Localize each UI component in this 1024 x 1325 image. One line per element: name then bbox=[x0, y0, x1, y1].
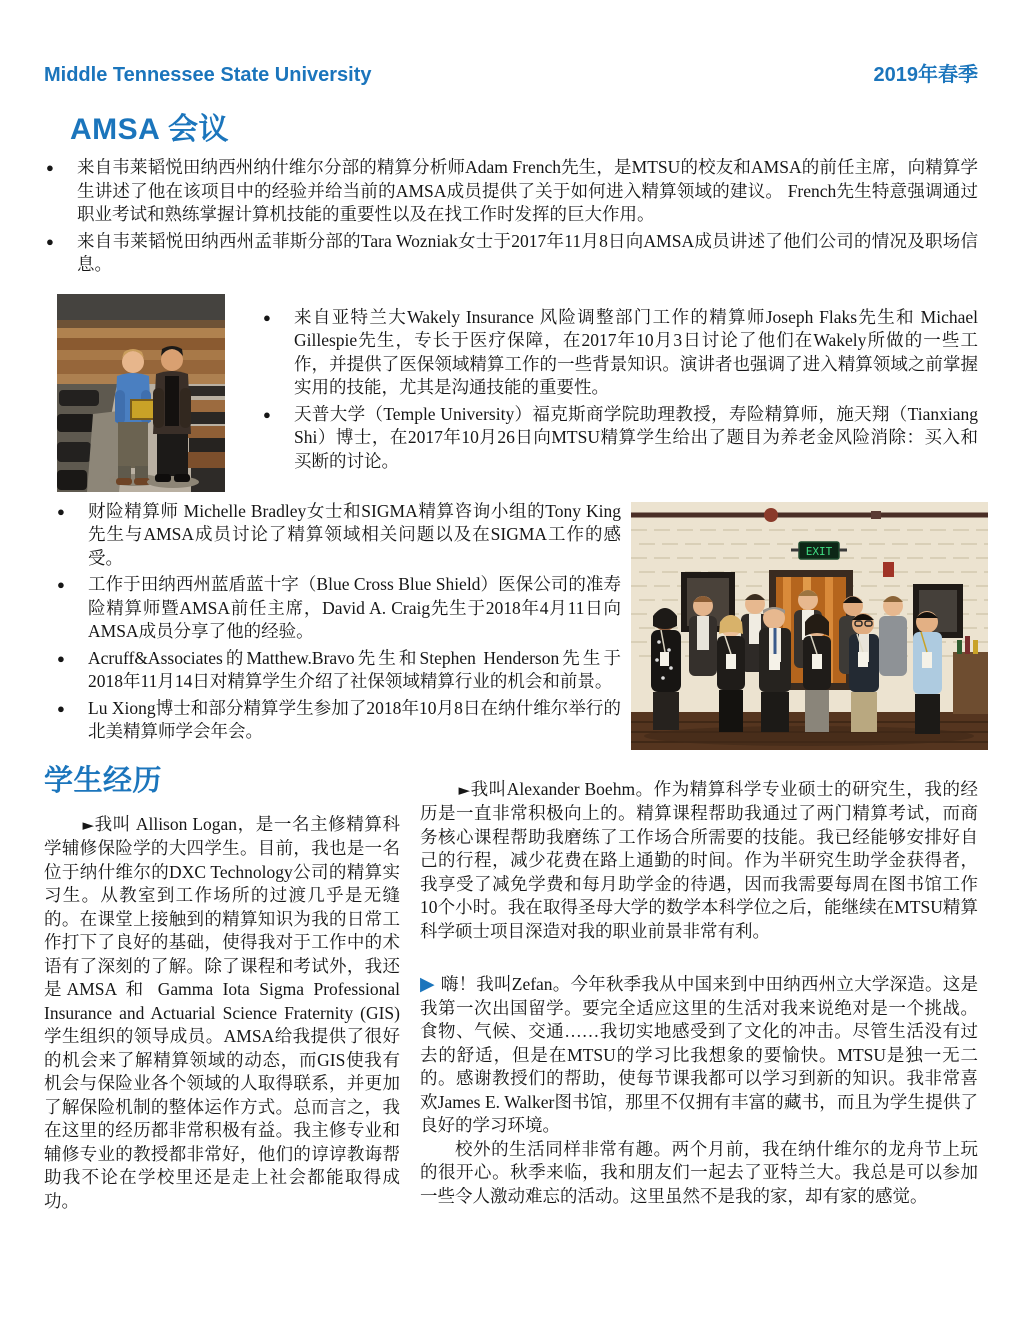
bullet-text: 天普大学（Temple University）福克斯商学院助理教授，寿险精算师，施天翔（Tianxiang Shi）博士，在2017年10月26日向MTSU精算学生给出了题目为养老金风险消除：买入和买断的讨论。 bbox=[294, 403, 978, 471]
conference-photo-illustration bbox=[631, 502, 988, 750]
amsa-meetings-title: AMSA 会议 bbox=[70, 113, 230, 146]
bullet-item bbox=[55, 500, 621, 571]
allison-paragraph bbox=[44, 813, 400, 1214]
bullet-marker: ● bbox=[46, 233, 54, 249]
allison-text: 我叫 Allison Logan，是一名主修精算科学辅修保险学的大四学生。目前，我也是一名位于纳什维尔的DXC Technology公司的精算实习生。从教室到工作场所的过渡几乎是无缝的。在课堂上接触到的精算知识为我的日常工作打下了良好的基础，使得我对于工作中的术语有了深刻的了解。除了课程和考试外，我还是AMSA 和 Gamma Iota Sigma Professional Insurance and Actuarial Science Fraternity (GIS)学生组织的领导成员。AMSA给我提供了很好的机会来了解精算领域的动态，而GIS使我有机会与保险业各个领域的人取得联系，并更加了解保险机制的整体运作方式。总而言之，我在这里的经历都非常积极有益。我主修专业和辅修专业的教授都非常好，他们的谆谆教诲帮助我不论在学校里还是走上社会都能取得成功。 bbox=[44, 813, 400, 1211]
photo-and-bullets-row bbox=[44, 294, 978, 492]
bullet-marker: ● bbox=[57, 577, 65, 592]
bullet-marker: ● bbox=[57, 700, 65, 716]
bullet-marker: ● bbox=[57, 650, 65, 666]
photo-group-conference bbox=[631, 502, 988, 750]
bullet-text: 财险精算师 Michelle Bradley女士和SIGMA精算咨询小组的Tony King先生与AMSA成员讨论了精算领域相关问题以及在SIGMA工作的感受。 bbox=[88, 500, 621, 568]
bullet-text: Lu Xiong博士和部分精算学生参加了2018年10月8日在纳什维尔举行的北美精算师学会年会。 bbox=[88, 697, 621, 741]
blue-arrow-right-icon: ▶ bbox=[420, 973, 435, 995]
bullet-item bbox=[55, 697, 621, 744]
bullet-item bbox=[55, 573, 621, 644]
bullet-marker: ● bbox=[263, 309, 271, 325]
bullets-and-photo-row bbox=[44, 498, 978, 750]
experiences-right-column bbox=[420, 778, 978, 1214]
experiences-left-column bbox=[44, 758, 400, 1214]
bullet-text: 来自韦莱韬悦田纳西州纳什维尔分部的精算分析师Adam French先生，是MTSU的校友和AMSA的前任主席，向精算学生讲述了他在该项目中的经验并给当前的AMSA成员提供了关于如何进入精算领域的建议。 French先生特意强调通过职业考试和熟练掌握计算机技能的重要性以及在找工作时发挥的巨大作用。 bbox=[77, 157, 978, 224]
zefan-continuation-paragraph: 校外的生活同样非常有趣。两个月前，我在纳什维尔的龙舟节上玩的很开心。秋季来临，我和朋友们一起去了亚特兰大。我总是可以参加一些令人激动难忘的活动。这里虽然不是我的家，却有家的感觉。 bbox=[420, 1138, 978, 1206]
arrow-right-icon: ► bbox=[82, 815, 95, 834]
exit-sign-text: EXIT bbox=[805, 544, 833, 558]
bullet-text: Acruff&Associates的Matthew.Bravo先生和Stephen Henderson先生于2018年11月14日对精算学生介绍了社保领域精算行业的机会和前景。 bbox=[88, 647, 621, 691]
experiences-columns bbox=[44, 758, 978, 1214]
zefan-text: 嗨！我叫Zefan。今年秋季我从中国来到中田纳西州立大学深造。这是我第一次出国留学。要完全适应这里的生活对我来说绝对是一个挑战。食物、气候、交通……我切实地感受到了文化的冲击。尽管生活没有过去的舒适，但是在MTSU的学习比我想象的要愉快。MTSU是独一无二的。感谢教授们的帮助，使每节课我都可以学习到新的知识。我非常喜欢James E. Walker图书馆，那里不仅拥有丰富的藏书，而且为学生提供了良好的学习环境。 bbox=[420, 974, 978, 1135]
alexander-paragraph bbox=[420, 778, 978, 944]
award-photo-illustration bbox=[57, 294, 225, 492]
photo-award-presentation bbox=[57, 294, 225, 492]
bullet-item bbox=[44, 230, 978, 277]
meetings-bottom-bullet-list bbox=[55, 500, 621, 750]
bullet-item bbox=[261, 306, 978, 400]
university-name: Middle Tennessee State University bbox=[44, 64, 372, 86]
alexander-text: 我叫Alexander Boehm。作为精算科学专业硕士的研究生，我的经历是一直非常积极向上的。精算课程帮助我通过了两门精算考试，而商务核心课程帮助我磨练了工作场合所需要的技能。我已经能够安排好自己的行程，减少花费在路上通勤的时间。作为半研究生助学金获得者，我享受了减免学费和每月助学金的待遇，因而我需要每周在图书馆工作10个小时。我在取得圣母大学的数学本科学位之后，能继续在MTSU精算科学硕士项目深造对我的职业前景非常有利。 bbox=[420, 778, 978, 941]
bullet-marker: ● bbox=[57, 503, 65, 519]
bullet-item bbox=[44, 156, 978, 227]
bullet-text: 来自韦莱韬悦田纳西州孟菲斯分部的Tara Wozniak女士于2017年11月8日向AMSA成员讲述了他们公司的情况及职场信息。 bbox=[77, 230, 978, 274]
bullet-item bbox=[55, 647, 621, 694]
bullet-item bbox=[261, 403, 978, 474]
issue-label: 2019年春季 bbox=[873, 64, 978, 86]
bullet-marker: ● bbox=[46, 160, 54, 175]
bullet-marker: ● bbox=[263, 406, 271, 422]
zefan-paragraph bbox=[420, 973, 978, 1138]
meetings-mid-bullet-list bbox=[261, 306, 978, 492]
bullet-text: 工作于田纳西州蓝盾蓝十字（Blue Cross Blue Shield）医保公司的准寿险精算师暨AMSA前任主席，David A. Craig先生于2018年4月11日向AMSA成员分享了他的经验。 bbox=[88, 574, 621, 641]
bullet-text: 来自亚特兰大Wakely Insurance 风险调整部门工作的精算师Joseph Flaks先生和 Michael Gillespie先生，专长于医疗保障，在2017年10月3日讨论了他们在Wakely所做的一些工作，并提供了医保领域精算工作的一些背景知识。演讲者也强调了进入精算领域之前掌握实用的技能，尤其是沟通技能的重要性。 bbox=[294, 306, 978, 397]
meetings-top-bullet-list bbox=[44, 156, 978, 277]
arrow-right-icon: ► bbox=[458, 780, 471, 799]
student-experiences-title: 学生经历 bbox=[44, 764, 163, 797]
masthead bbox=[44, 58, 978, 87]
